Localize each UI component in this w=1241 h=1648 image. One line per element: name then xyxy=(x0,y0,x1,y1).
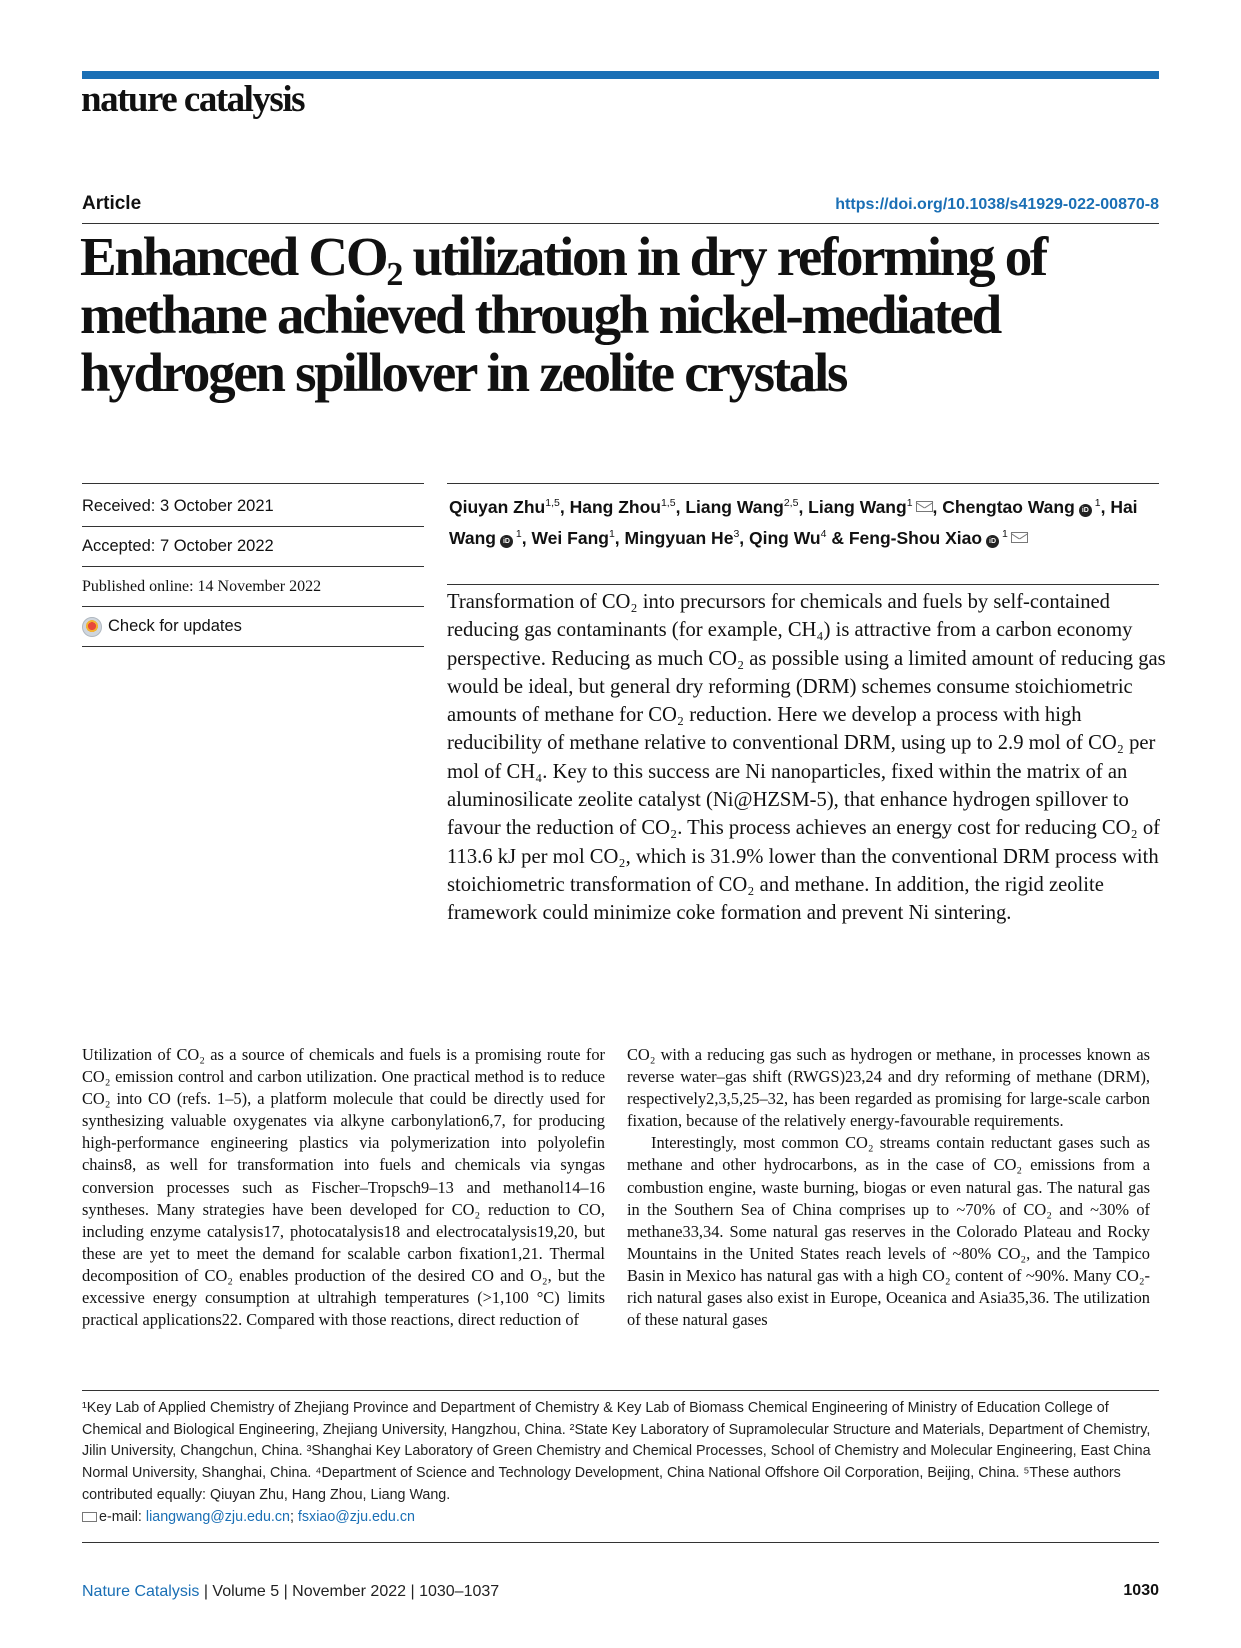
author-affiliation: 1 xyxy=(608,527,615,540)
date-divider xyxy=(82,646,424,647)
article-title xyxy=(80,228,1170,402)
author-label: Qiuyan Zhu xyxy=(449,496,546,517)
check-for-updates-label: Check for updates xyxy=(108,617,242,635)
author-name[interactable] xyxy=(849,528,1028,548)
author-label: Chengtao Wang xyxy=(942,496,1075,517)
author-list: Qiuyan Zhu$^{1,5}$, Hang Zhou$^{1,5}$, Liang Wang$^{2,5}$, Liang Wang$^1$ , Chengtao Wang iD $^1$, Hai Wang iD $^1$, Wei Fang$^1$, Mingyuan He$^3$, Qing Wu$^4$ & Feng-Shou Xiao iD $^1$ xyxy=(449,496,1138,548)
email-link[interactable]: liangwang@zju.edu.cn xyxy=(145,1508,290,1525)
orcid-icon[interactable]: iD xyxy=(1079,504,1092,517)
author-name[interactable] xyxy=(942,497,1100,517)
journal-logo: nature catalysis xyxy=(81,79,305,120)
author-name[interactable] xyxy=(685,497,798,517)
title-part1: Enhanced CO xyxy=(80,226,387,287)
author-affiliation: 1,5 xyxy=(660,497,676,509)
accepted-date: Accepted: 7 October 2022 xyxy=(82,537,274,555)
footer-issue: | Volume 5 | November 2022 | 1030–1037 xyxy=(199,1583,500,1600)
authors-top-rule xyxy=(447,483,1159,484)
author-label: Qing Wu xyxy=(749,527,821,548)
author-label: Hai Wang xyxy=(449,496,1138,548)
author-affiliation: 4 xyxy=(820,527,827,540)
email-label: e-mail: xyxy=(99,1508,142,1525)
article-dates xyxy=(82,487,424,647)
orcid-icon[interactable]: iD xyxy=(500,535,513,548)
email-icon xyxy=(82,1512,97,1522)
page-number: 1030 xyxy=(1123,1582,1159,1599)
email-icon[interactable] xyxy=(1011,532,1028,543)
author-affiliation: 1,5 xyxy=(545,497,560,509)
footer-rule xyxy=(82,1542,1159,1543)
author-name[interactable] xyxy=(808,497,932,517)
body-paragraph: Interestingly, most common CO₂ streams contain reductant gases such as methane and other hydrocarbons, as in the case of CO₂ emissions from a combustion engine, waste burning, biogas or even natural gas. The natural gas in the Southern Sea of China comprises up to ~70% of CO₂ and ~30% of methane33,34. Some natural gas reserves in the Colorado Plateau and Rocky Mountains in the United States reach levels of ~80% CO₂, and the Tampico Basin in Mexico has natural gas with a high CO₂ content of ~90%. Many CO₂-rich natural gases also exist in Europe, Oceanica and Asia35,36. The utilization of these natural gases xyxy=(627,1133,1150,1330)
check-for-updates-button[interactable] xyxy=(82,617,242,637)
author-affiliation: 1 xyxy=(1091,497,1101,509)
email-link[interactable]: fsxiao@zju.edu.cn xyxy=(297,1508,415,1525)
dates-top-rule xyxy=(82,483,424,484)
page-footer xyxy=(82,1583,499,1601)
body-paragraph: CO₂ with a reducing gas such as hydrogen or methane, in processes known as reverse water–gas shift (RWGS)23,24 and dry reforming of methane (DRM), respectively2,3,5,25–32, has been regarded as promising for large-scale carbon fixation, because of the relatively energy-favourable requirements. xyxy=(627,1045,1150,1131)
author-label: Mingyuan He xyxy=(624,527,734,548)
author-label: Feng-Shou Xiao xyxy=(848,527,983,548)
header-rule xyxy=(82,223,1159,224)
affiliations-footnote xyxy=(82,1398,1172,1528)
footer-journal: Nature Catalysis xyxy=(82,1583,200,1600)
abstract-top-rule xyxy=(447,584,1159,585)
title-subscript: 2 xyxy=(386,256,402,293)
doi-link[interactable]: https://doi.org/10.1038/s41929-022-00870-8 xyxy=(835,196,1159,213)
crossmark-icon xyxy=(82,617,102,637)
footnote-rule xyxy=(82,1390,1159,1391)
article-type: Article xyxy=(82,193,142,214)
orcid-icon[interactable]: iD xyxy=(986,535,999,548)
author-name[interactable] xyxy=(625,528,740,548)
abstract-text: Transformation of CO₂ into precursors for chemicals and fuels by self-contained reducing gas contaminants (for example, CH₄) is attractive from a carbon economy perspective. Reducing as much CO₂ as possible using a limited amount of reducing gas would be ideal, but general dry reforming (DRM) schemes consume stoichiometric amounts of methane for CO₂ reduction. Here we develop a process with high reducibility of methane relative to conventional DRM, using up to 2.9 mol of CO₂ per mol of CH₄. Key to this success are Ni nanoparticles, fixed within the matrix of an aluminosilicate zeolite catalyst (Ni@HZSM-5), that enhance hydrogen spillover to favour the reduction of CO₂. This process achieves an energy cost for reducing CO₂ of 113.6 kJ per mol CO₂, which is 31.9% lower than the conventional DRM process with stoichiometric transformation of CO₂ and methane. In addition, the rigid zeolite framework could minimize coke formation and prevent Ni sintering. xyxy=(447,591,1166,925)
author-name[interactable] xyxy=(749,528,826,548)
affiliations-text: ¹Key Lab of Applied Chemistry of Zhejiang Province and Department of Chemistry & Key Lab of Biomass Chemical Engineering of Ministry of Education College of Chemical and Biological Engineering, Zhejiang University, Hangzhou, China. ²State Key Laboratory of Supramolecular Structure and Materials, Department of Chemistry, Jilin University, Changchun, China. ³Shanghai Key Laboratory of Green Chemistry and Chemical Processes, School of Chemistry and Molecular Engineering, East China Normal University, Shanghai, China. ⁴Department of Science and Technology Development, China National Offshore Oil Corporation, Beijing, China. ⁵These authors contributed equally: Qiuyan Zhu, Hang Zhou, Liang Wang. xyxy=(82,1400,1151,1503)
author-affiliation: 2,5 xyxy=(783,497,799,509)
author-affiliation: 1 xyxy=(906,497,913,509)
author-name[interactable] xyxy=(570,497,676,517)
received-date: Received: 3 October 2021 xyxy=(82,497,274,515)
author-affiliation: 1 xyxy=(512,527,522,540)
body-paragraph: Utilization of CO₂ as a source of chemicals and fuels is a promising route for CO₂ emission control and carbon utilization. One practical method is to reduce CO₂ into CO (refs. 1–5), a platform molecule that could be directly used for synthesizing valuable oxygenates via alkyne carbonylation6,7, for producing high-performance engineering plastics via polymerization into polyolefin chains8, as well for transformation into fuels and chemicals via syngas conversion processes such as Fischer–Tropsch9–13 and methanol14–16 syntheses. Many strategies have been developed for CO₂ reduction to CO, including enzyme catalysis17, photocatalysis18 and electrocatalysis19,20, but these are yet to meet the demand for scalable carbon fixation1,21. Thermal decomposition of CO₂ enables production of the desired CO and O₂, but the excessive energy consumption at ultrahigh temperatures (>1,100 °C) limits practical applications22. Compared with those reactions, direct reduction of xyxy=(82,1045,605,1330)
author-label: Liang Wang xyxy=(685,496,784,517)
author-affiliation: 3 xyxy=(733,527,740,540)
email-icon[interactable] xyxy=(916,501,933,512)
published-date: Published online: 14 November 2022 xyxy=(82,577,322,595)
title-part2: utilization in dry reforming of methane achieved through nickel-mediated hydrogen spillover in zeolite crystals xyxy=(80,226,1046,403)
body-column-right xyxy=(627,1044,1150,1331)
author-label: Liang Wang xyxy=(808,496,907,517)
author-name[interactable] xyxy=(531,528,614,548)
author-affiliation: 1 xyxy=(999,527,1008,540)
author-label: Hang Zhou xyxy=(569,496,661,517)
author-label: Wei Fang xyxy=(531,527,609,548)
body-column-left xyxy=(82,1044,605,1331)
email-line: e-mail: liangwang@zju.edu.cn; fsxiao@zju.edu.cn xyxy=(82,1507,1172,1529)
abstract xyxy=(447,588,1169,928)
author-name[interactable] xyxy=(449,497,560,517)
